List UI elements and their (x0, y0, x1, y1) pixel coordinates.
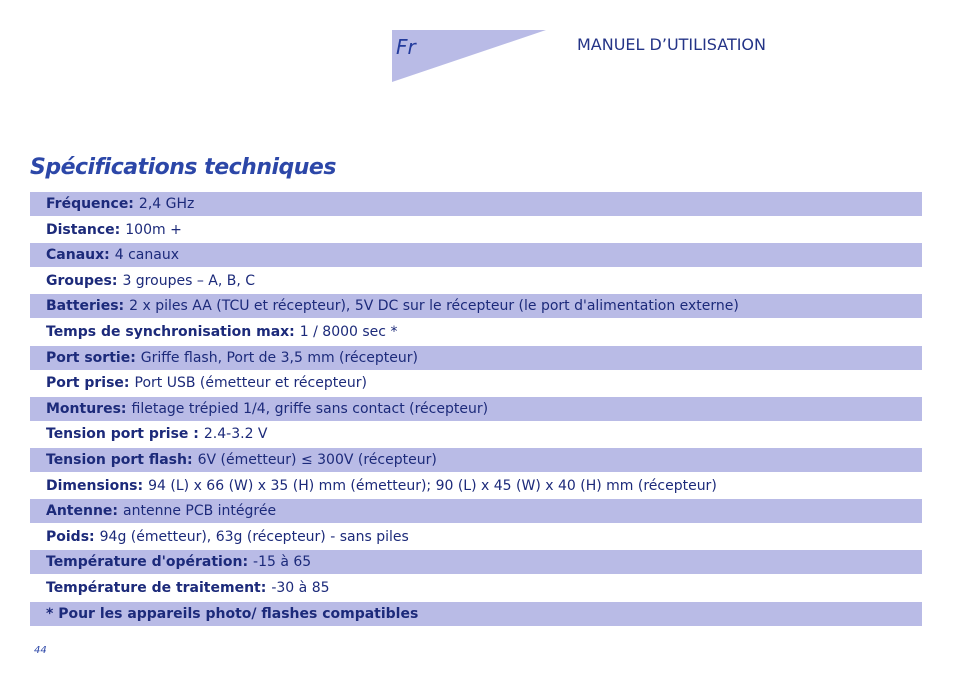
spec-row-output-port (30, 346, 922, 370)
language-tab-label: Fr (396, 35, 416, 59)
spec-value: 100m + (125, 221, 182, 238)
spec-label: Port sortie: (46, 349, 136, 366)
spec-value: 3 groupes – A, B, C (122, 272, 256, 289)
spec-value: 2 x piles AA (TCU et récepteur), 5V DC sur le récepteur (le port d'alimentation externe) (129, 298, 739, 315)
spec-label: Port prise: (46, 375, 130, 392)
spec-row-batteries (30, 294, 922, 318)
spec-label: Antenne: (46, 503, 119, 520)
spec-row-frequency (30, 192, 922, 216)
spec-row-input-port (30, 371, 922, 395)
page-number: 44 (34, 645, 47, 656)
spec-row-flash-voltage (30, 448, 922, 472)
spec-row-sync-time (30, 320, 922, 344)
spec-label: Poids: (46, 528, 95, 545)
spec-label: Fréquence: (46, 196, 134, 212)
spec-value: -15 à 65 (253, 554, 312, 571)
spec-row-input-voltage (30, 422, 922, 446)
spec-row-operating-temp (30, 550, 922, 574)
spec-value: Port USB (émetteur et récepteur) (134, 375, 367, 392)
section-title: Spécifications techniques (30, 155, 336, 180)
spec-label: Température d'opération: (46, 554, 249, 571)
spec-value: 94 (L) x 66 (W) x 35 (H) mm (émetteur); 90 (L) x 45 (W) x 40 (H) mm (récepteur) (148, 477, 717, 494)
spec-row-channels (30, 243, 922, 267)
spec-value: Griffe flash, Port de 3,5 mm (récepteur) (140, 349, 418, 366)
spec-value: 6V (émetteur) ≤ 300V (récepteur) (197, 451, 437, 468)
spec-table (30, 192, 922, 627)
spec-value: -30 à 85 (271, 579, 330, 596)
spec-row-groups (30, 269, 922, 293)
manual-title: MANUEL D’UTILISATION (577, 35, 766, 54)
spec-label: Température de traitement: (46, 579, 267, 596)
spec-label: Montures: (46, 400, 127, 417)
spec-label: Distance: (46, 221, 121, 238)
spec-value: 2.4-3.2 V (203, 426, 268, 443)
spec-label: Tension port prise : (46, 426, 199, 443)
spec-value: 1 / 8000 sec * (299, 323, 398, 340)
spec-row-antenna (30, 499, 922, 523)
spec-label: Batteries: (46, 298, 125, 315)
spec-label: Groupes: (46, 272, 118, 289)
spec-label: Tension port flash: (46, 451, 193, 468)
spec-value: 2,4 GHz (138, 196, 195, 212)
spec-row-footnote (30, 602, 922, 626)
spec-label: Canaux: (46, 247, 110, 264)
spec-value: antenne PCB intégrée (123, 503, 277, 520)
spec-footnote: * Pour les appareils photo/ flashes compatibles (46, 605, 419, 622)
spec-row-mounts (30, 397, 922, 421)
spec-value: 4 canaux (114, 247, 179, 264)
spec-value: filetage trépied 1/4, griffe sans contact (récepteur) (131, 400, 489, 417)
spec-row-weight (30, 525, 922, 549)
spec-row-processing-temp (30, 576, 922, 600)
spec-label: Temps de synchronisation max: (46, 323, 295, 340)
spec-row-dimensions (30, 474, 922, 498)
spec-label: Dimensions: (46, 477, 144, 494)
spec-row-distance (30, 218, 922, 242)
spec-value: 94g (émetteur), 63g (récepteur) - sans piles (99, 528, 409, 545)
